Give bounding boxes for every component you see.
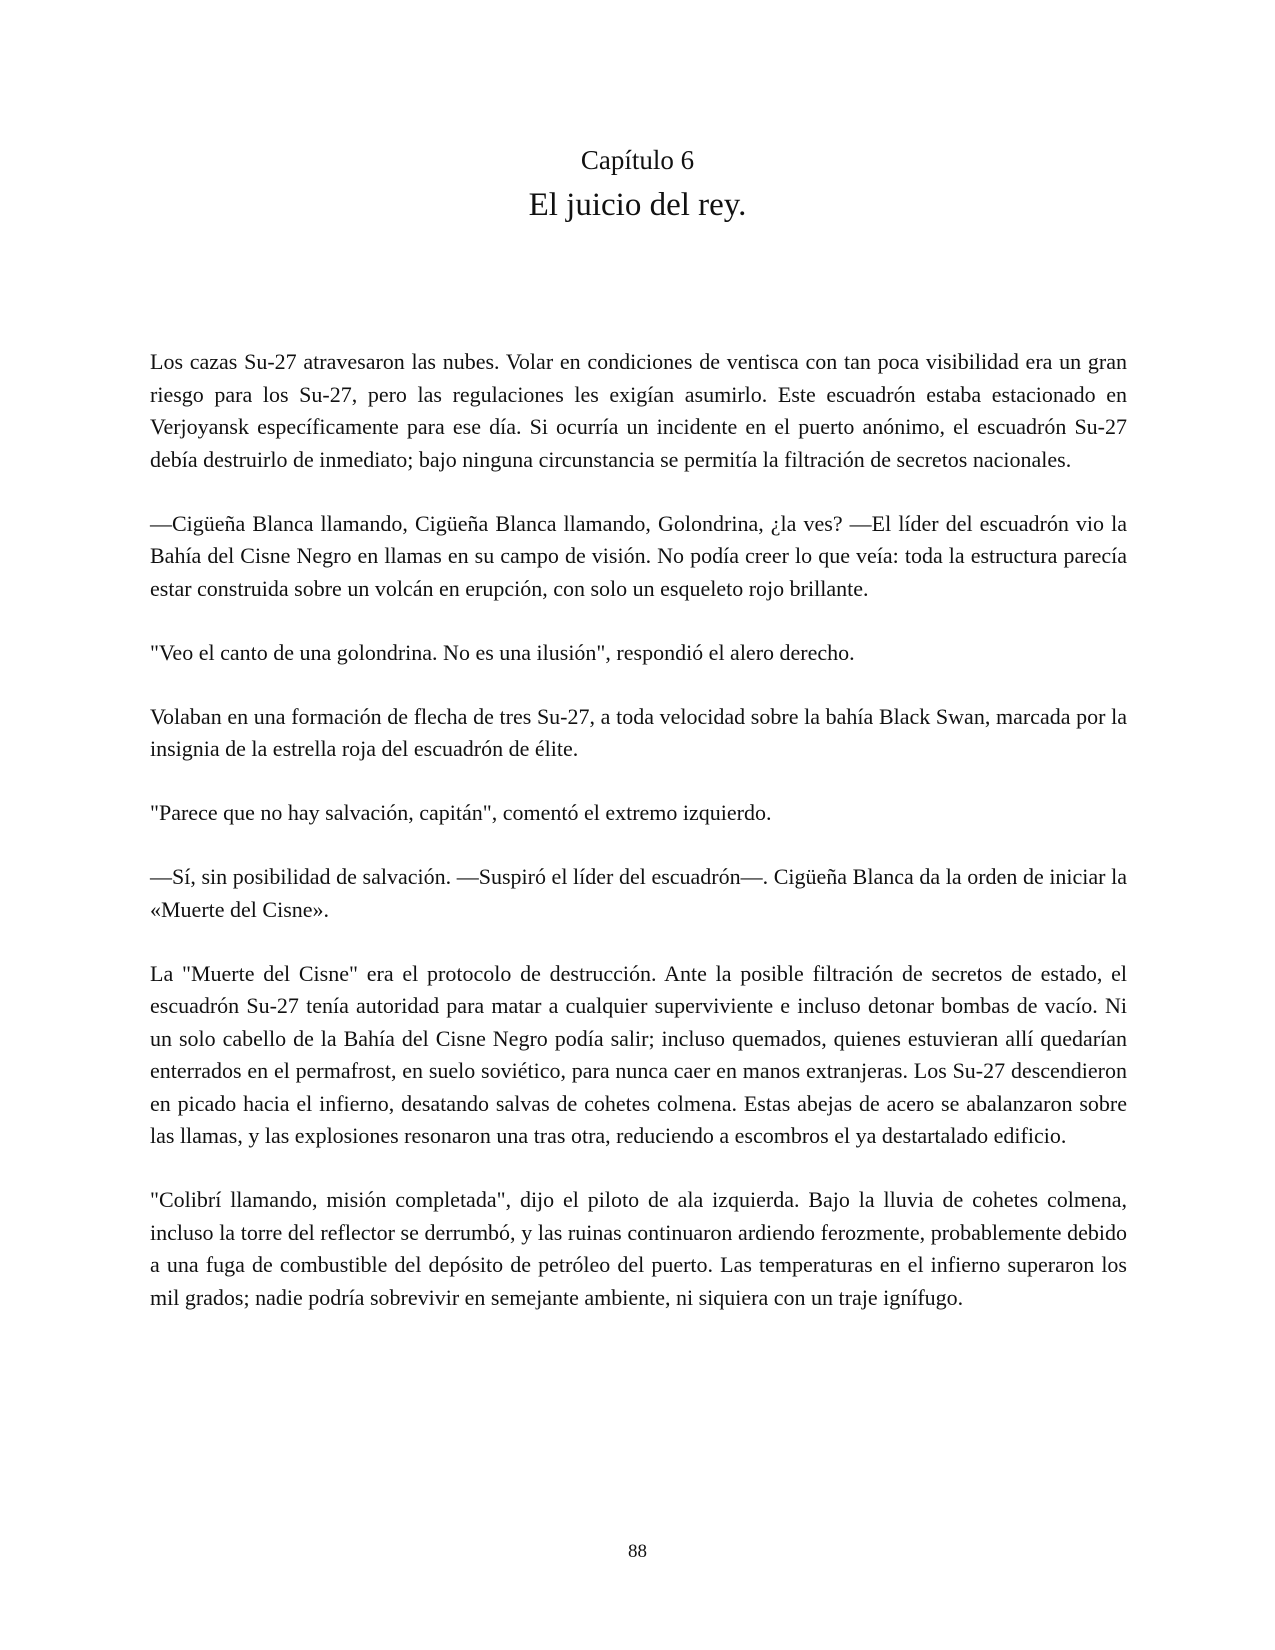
chapter-body bbox=[150, 346, 1127, 1346]
paragraph: La "Muerte del Cisne" era el protocolo de destrucción. Ante la posible filtración de secretos de estado, el escuadrón Su-27 tenía autoridad para matar a cualquier superviviente e incluso detonar bombas de vacío. Ni un solo cabello de la Bahía del Cisne Negro podía salir; incluso quemados, quienes estuvieran allí quedarían enterrados en el permafrost, en suelo soviético, para nunca caer en manos extranjeras. Los Su-27 descendieron en picado hacia el infierno, desatando salvas de cohetes colmena. Estas abejas de acero se abalanzaron sobre las llamas, y las explosiones resonaron una tras otra, reduciendo a escombros el ya destartalado edificio. bbox=[150, 960, 1127, 1148]
paragraph: —Cigüeña Blanca llamando, Cigüeña Blanca llamando, Golondrina, ¿la ves? —El líder del escuadrón vio la Bahía del Cisne Negro en llamas en su campo de visión. No podía creer lo que veía: toda la estructura parecía estar construida sobre un volcán en erupción, con solo un esqueleto rojo brillante. bbox=[150, 510, 1127, 601]
paragraph: Los cazas Su-27 atravesaron las nubes. Volar en condiciones de ventisca con tan poca visibilidad era un gran riesgo para los Su-27, pero las regulaciones les exigían asumirlo. Este escuadrón estaba estacionado en Verjoyansk específicamente para ese día. Si ocurría un incidente en el puerto anónimo, el escuadrón Su-27 debía destruirlo de inmediato; bajo ninguna circunstancia se permitía la filtración de secretos nacionales. bbox=[150, 349, 1127, 472]
paragraph: "Colibrí llamando, misión completada", dijo el piloto de ala izquierda. Bajo la lluvia de cohetes colmena, incluso la torre del reflector se derrumbó, y las ruinas continuaron ardiendo ferozmente, probablemente debido a una fuga de combustible del depósito de petróleo del puerto. Las temperaturas en el infierno superaron los mil grados; nadie podría sobrevivir en semejante ambiente, ni siquiera con un traje ignífugo. bbox=[150, 1187, 1127, 1310]
paragraph: —Sí, sin posibilidad de salvación. —Suspiró el líder del escuadrón—. Cigüeña Blanca da la orden de iniciar la «Muerte del Cisne». bbox=[150, 864, 1127, 922]
paragraph: "Veo el canto de una golondrina. No es una ilusión", respondió el alero derecho. bbox=[150, 639, 855, 665]
page-number: 88 bbox=[628, 1541, 647, 1562]
paragraph: Volaban en una formación de flecha de tres Su-27, a toda velocidad sobre la bahía Black Swan, marcada por la insignia de la estrella roja del escuadrón de élite. bbox=[150, 703, 1127, 761]
chapter-title: El juicio del rey. bbox=[528, 187, 747, 223]
paragraph: "Parece que no hay salvación, capitán", comentó el extremo izquierdo. bbox=[150, 800, 772, 825]
chapter-label: Capítulo 6 bbox=[580, 145, 695, 175]
